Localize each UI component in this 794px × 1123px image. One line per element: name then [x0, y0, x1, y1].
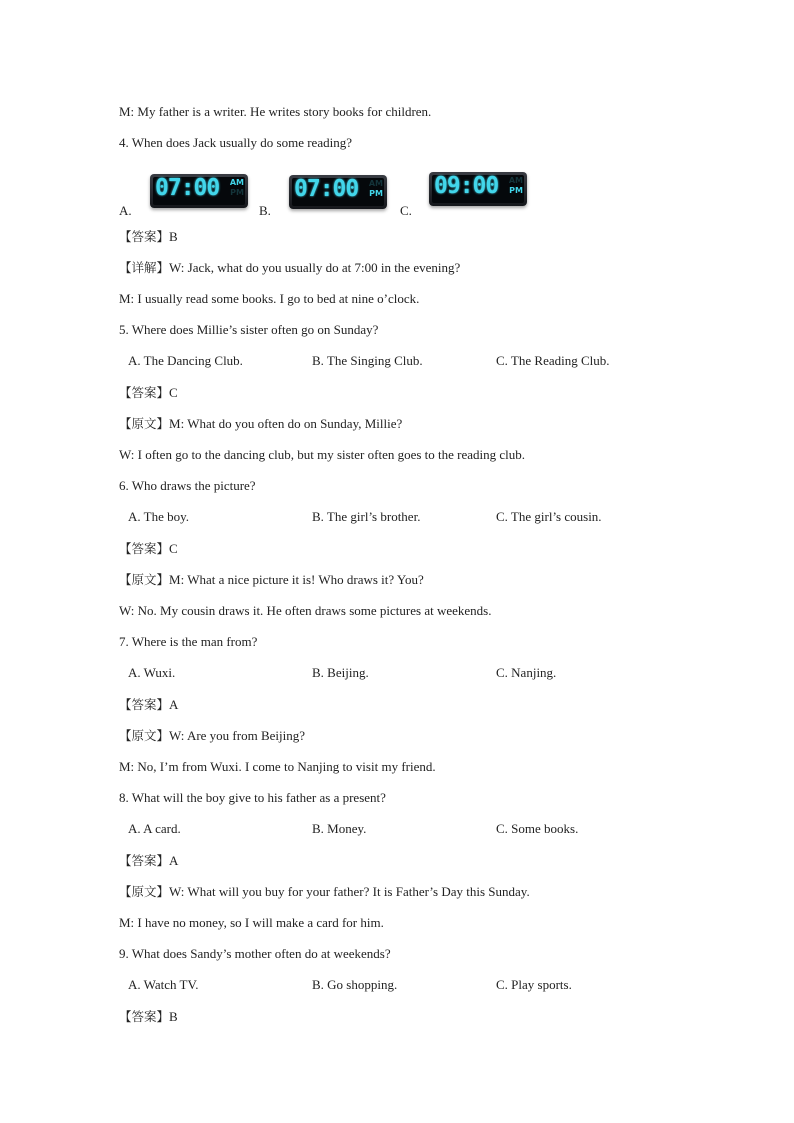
- question-4: 4. When does Jack usually do some reading?: [119, 135, 352, 150]
- script-7-line-2: M: No, I’m from Wuxi. I come to Nanjing to visit my friend.: [119, 759, 436, 774]
- clock-am-pm: PM: [369, 189, 383, 198]
- q7-option-c: C. Nanjing.: [496, 665, 557, 680]
- answer-6: 【答案】C: [119, 541, 178, 556]
- answer-9: 【答案】B: [119, 1009, 178, 1024]
- clock-digits: 07:00: [155, 175, 220, 201]
- clock-digits: 07:00: [294, 176, 359, 202]
- intro-line: M: My father is a writer. He writes story books for children.: [119, 104, 432, 119]
- answer-7: 【答案】A: [119, 697, 179, 712]
- question-9: 9. What does Sandy’s mother often do at weekends?: [119, 946, 391, 961]
- script-7-line-1: 【原文】W: Are you from Beijing?: [119, 728, 306, 743]
- answer-4: 【答案】B: [119, 229, 178, 244]
- q4-option-a-clock: 07:00 AM PM: [150, 174, 248, 208]
- question-7: 7. Where is the man from?: [119, 634, 258, 649]
- q4-option-c-clock: 09:00 AM PM: [429, 172, 527, 206]
- q7-option-a: A. Wuxi.: [128, 665, 176, 680]
- q5-option-a: A. The Dancing Club.: [128, 353, 243, 368]
- q6-option-b: B. The girl’s brother.: [312, 509, 421, 524]
- q4-option-b-clock: 07:00 AM PM: [289, 175, 387, 209]
- answer-5: 【答案】C: [119, 385, 178, 400]
- q8-option-a: A. A card.: [128, 821, 181, 836]
- detail-4-line-1: 【详解】W: Jack, what do you usually do at 7:00 in the evening?: [119, 260, 461, 275]
- script-5-line-1: 【原文】M: What do you often do on Sunday, Millie?: [119, 416, 403, 431]
- q8-option-b: B. Money.: [312, 821, 367, 836]
- q9-option-a: A. Watch TV.: [128, 977, 199, 992]
- q7-option-b: B. Beijing.: [312, 665, 369, 680]
- clock-am-pm: AM: [229, 178, 244, 187]
- question-6: 6. Who draws the picture?: [119, 478, 256, 493]
- script-8-line-2: M: I have no money, so I will make a card for him.: [119, 915, 384, 930]
- clock-digits: 09:00: [434, 173, 499, 199]
- q9-option-b: B. Go shopping.: [312, 977, 398, 992]
- q8-option-c: C. Some books.: [496, 821, 579, 836]
- q5-option-b: B. The Singing Club.: [312, 353, 423, 368]
- q4-option-b-label: B.: [259, 203, 271, 218]
- detail-4-line-2: M: I usually read some books. I go to bed at nine o’clock.: [119, 291, 420, 306]
- q9-option-c: C. Play sports.: [496, 977, 572, 992]
- q4-option-a-label: A.: [119, 203, 132, 218]
- answer-8: 【答案】A: [119, 853, 179, 868]
- question-8: 8. What will the boy give to his father as a present?: [119, 790, 386, 805]
- q5-option-c: C. The Reading Club.: [496, 353, 610, 368]
- q4-option-c-label: C.: [400, 203, 412, 218]
- script-8-line-1: 【原文】W: What will you buy for your father? It is Father’s Day this Sunday.: [119, 884, 530, 899]
- q6-option-a: A. The boy.: [128, 509, 190, 524]
- question-5: 5. Where does Millie’s sister often go on Sunday?: [119, 322, 379, 337]
- clock-am-pm: PM: [509, 186, 523, 195]
- script-6-line-1: 【原文】M: What a nice picture it is! Who draws it? You?: [119, 572, 424, 587]
- script-5-line-2: W: I often go to the dancing club, but my sister often goes to the reading club.: [119, 447, 526, 462]
- q6-option-c: C. The girl’s cousin.: [496, 509, 602, 524]
- script-6-line-2: W: No. My cousin draws it. He often draws some pictures at weekends.: [119, 603, 492, 618]
